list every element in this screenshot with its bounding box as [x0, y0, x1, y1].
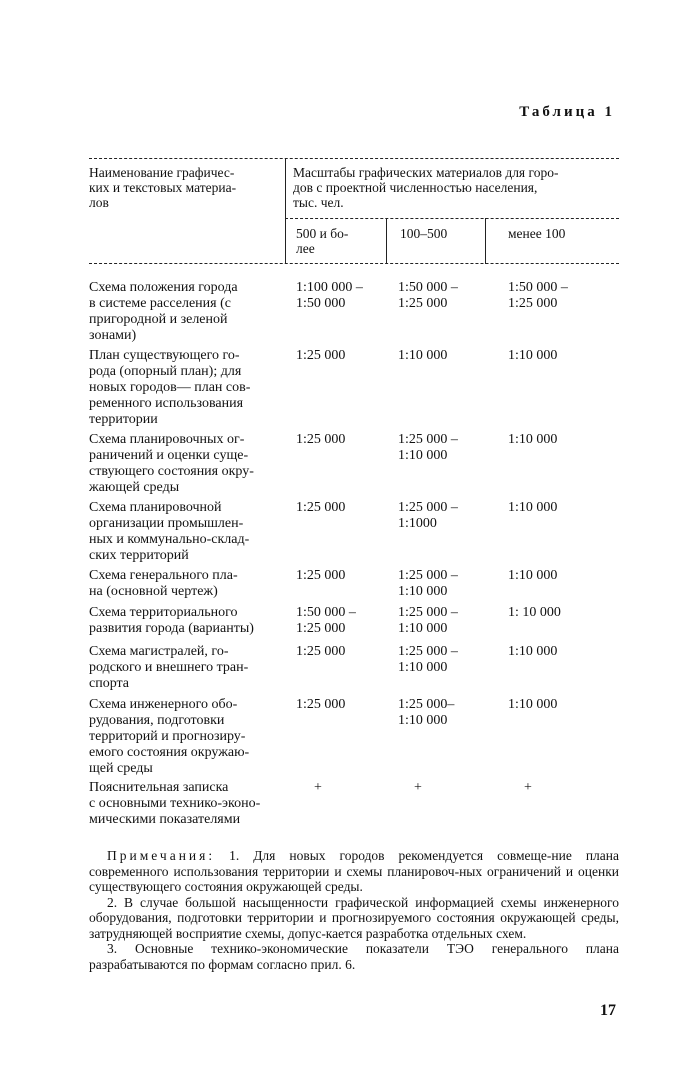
- row-9-name: Пояснительная записка с основными технико-эконо- мическими показателями: [89, 780, 261, 827]
- table-top-rule: [89, 158, 619, 159]
- row-2-scale-500plus: 1:25 000: [296, 348, 346, 363]
- row-7-name: Схема магистралей, го- родского и внешнего тран- спорта: [89, 644, 249, 691]
- row-6-scale-500plus: 1:50 000 – 1:25 000: [296, 605, 356, 636]
- note-1: [89, 848, 619, 895]
- row-4-scale-100-500: 1:25 000 – 1:1000: [398, 500, 458, 531]
- page-number: 17: [600, 1002, 616, 1019]
- row-5-scale-under100: 1:10 000: [508, 568, 558, 583]
- row-4-scale-500plus: 1:25 000: [296, 500, 346, 515]
- row-7-scale-under100: 1:10 000: [508, 644, 558, 659]
- row-4-name: Схема планировочной организации промышлен- ных и коммунально-склад- ских территорий: [89, 500, 250, 563]
- row-8-scale-500plus: 1:25 000: [296, 697, 346, 712]
- row-2-scale-under100: 1:10 000: [508, 348, 558, 363]
- row-1-scale-500plus: 1:100 000 – 1:50 000: [296, 280, 363, 311]
- subheader-rule: [285, 218, 619, 219]
- notes-label: Примечания:: [107, 848, 216, 863]
- row-8-scale-under100: 1:10 000: [508, 697, 558, 712]
- row-9-scale-500plus: +: [314, 780, 322, 795]
- row-8-scale-100-500: 1:25 000– 1:10 000: [398, 697, 455, 728]
- header-bottom-rule: [89, 263, 619, 264]
- row-2-scale-100-500: 1:10 000: [398, 348, 448, 363]
- row-5-name: Схема генерального пла- на (основной чертеж): [89, 568, 238, 599]
- subheader-divider-2: [485, 218, 486, 264]
- row-3-name: Схема планировочных ог- раничений и оценки суще- ствующего состояния окру- жающей среды: [89, 432, 254, 495]
- row-1-name: Схема положения города в системе расселения (с пригородной и зеленой зонами): [89, 280, 238, 343]
- row-7-scale-100-500: 1:25 000 – 1:10 000: [398, 644, 458, 675]
- header-scale-group: Масштабы графических материалов для горо- дов с проектной численностью населения, тыс. чел.: [293, 165, 559, 210]
- row-3-scale-100-500: 1:25 000 – 1:10 000: [398, 432, 458, 463]
- table-caption: Таблица 1: [519, 104, 615, 120]
- row-3-scale-under100: 1:10 000: [508, 432, 558, 447]
- row-1-scale-100-500: 1:50 000 – 1:25 000: [398, 280, 458, 311]
- row-5-scale-100-500: 1:25 000 – 1:10 000: [398, 568, 458, 599]
- header-sub-under100: менее 100: [508, 226, 566, 241]
- header-sub-500plus: 500 и бо- лее: [296, 226, 349, 256]
- row-9-scale-100-500: +: [414, 780, 422, 795]
- header-col-name: Наименование графичес- ких и текстовых материа- лов: [89, 165, 237, 210]
- row-6-scale-100-500: 1:25 000 – 1:10 000: [398, 605, 458, 636]
- row-7-scale-500plus: 1:25 000: [296, 644, 346, 659]
- row-8-name: Схема инженерного обо- рудования, подготовки территорий и прогнозиру- емого состояния окружаю- щей среды: [89, 697, 250, 776]
- subheader-divider-1: [386, 218, 387, 264]
- row-2-name: План существующего го- рода (опорный план); для новых городов— план сов- ременного использования территории: [89, 348, 251, 427]
- header-sub-100-500: 100–500: [400, 226, 448, 241]
- row-1-scale-under100: 1:50 000 – 1:25 000: [508, 280, 568, 311]
- note-1-text: 1. Для новых городов рекомендуется совмеще-ние плана современного использования территории и схемы планировоч-ных ограничений и оценки существующего состояния окружающей среды.: [89, 848, 619, 894]
- row-5-scale-500plus: 1:25 000: [296, 568, 346, 583]
- table-notes: [89, 848, 619, 972]
- row-3-scale-500plus: 1:25 000: [296, 432, 346, 447]
- note-2: 2. В случае большой насыщенности графической информацией схемы инженерного оборудования, подготовки территории и прогнозируемого состояния окружающей среды, затрудняющей восприятие схемы, допус-кается разработка отдельных схем.: [89, 894, 619, 941]
- note-3: 3. Основные технико-экономические показатели ТЭО генерального плана разрабатываются по формам согласно прил. 6.: [89, 941, 619, 972]
- row-9-scale-under100: +: [524, 780, 532, 795]
- row-6-scale-under100: 1: 10 000: [508, 605, 561, 620]
- row-4-scale-under100: 1:10 000: [508, 500, 558, 515]
- row-6-name: Схема территориального развития города (варианты): [89, 605, 254, 636]
